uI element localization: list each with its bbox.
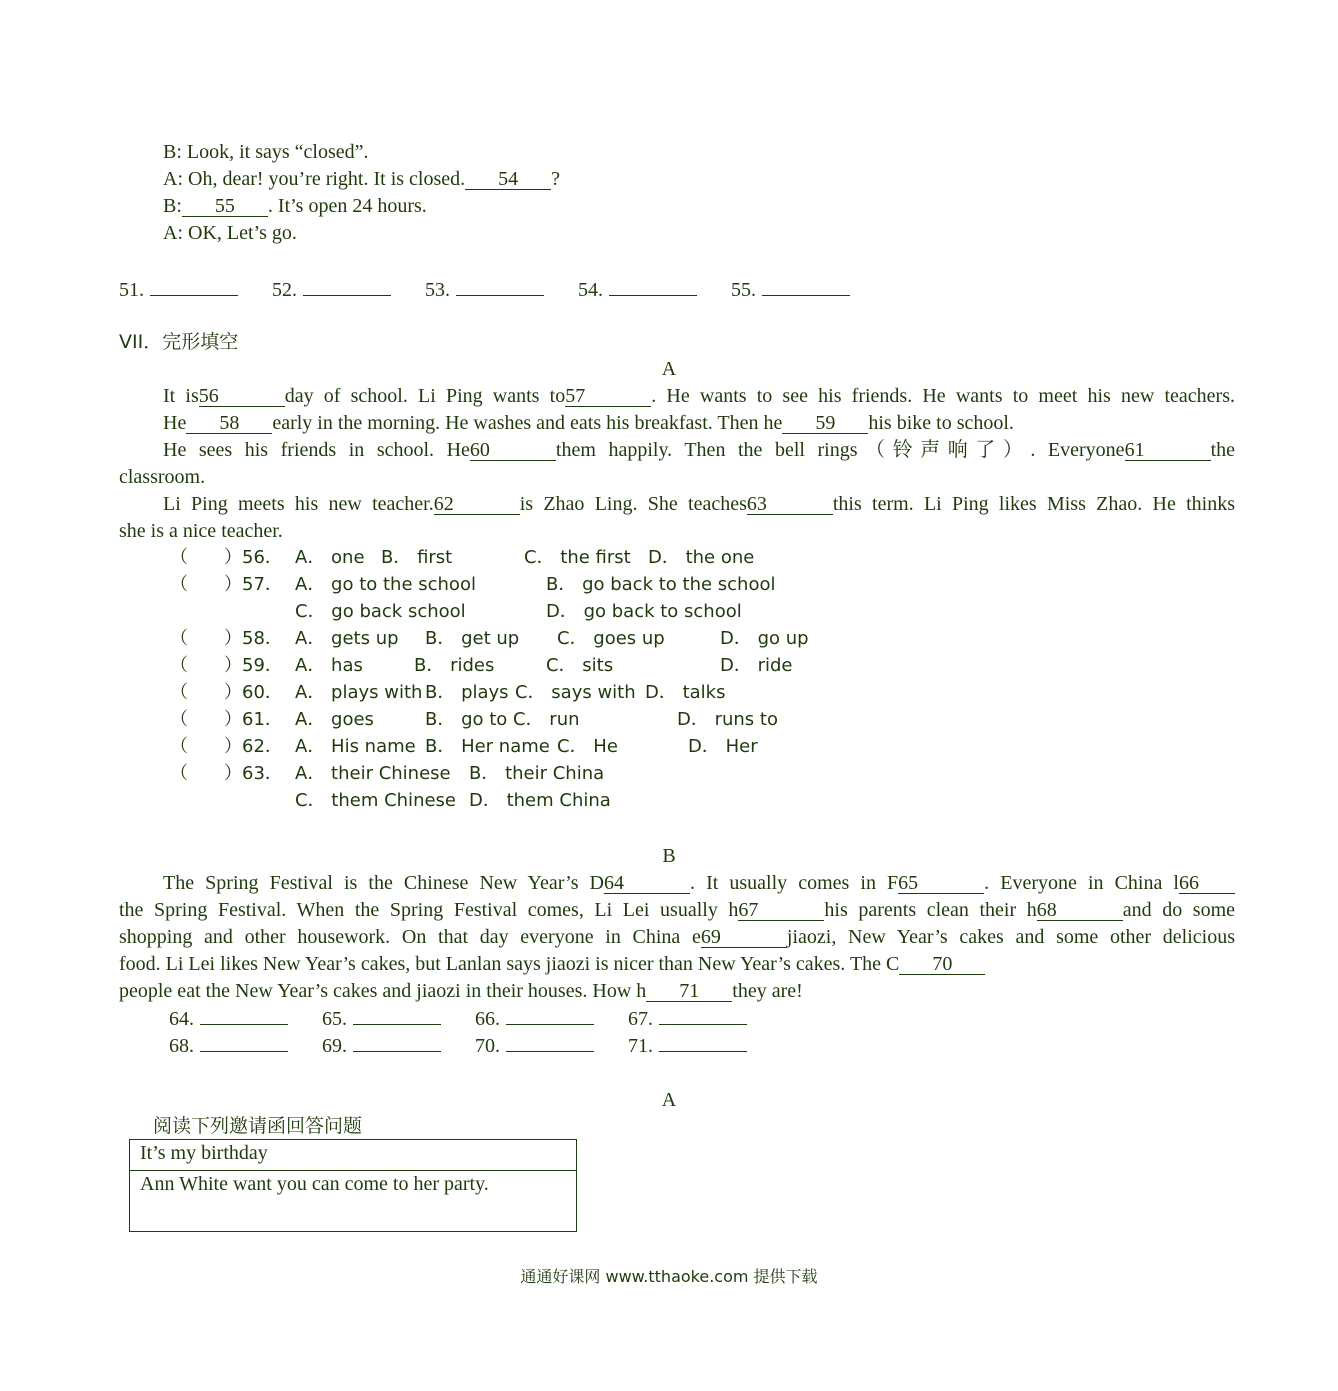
option-b[interactable]: B． Her name — [425, 736, 550, 757]
option-b[interactable]: B． go to — [425, 709, 508, 730]
option-c[interactable]: C． run — [513, 709, 580, 730]
option-d[interactable]: D． ride — [720, 655, 793, 676]
footer: 通通好课网 www.tthaoke.com 提供下载 — [520, 1267, 818, 1286]
blank-58[interactable]: 58 — [186, 413, 272, 434]
option-b[interactable]: B． first — [381, 547, 453, 568]
blank-64[interactable]: 64 — [604, 873, 690, 894]
reading-instruction: 阅读下列邀请函回答问题 — [153, 1115, 363, 1137]
option-a[interactable]: A． go to the school — [295, 574, 476, 595]
option-b[interactable]: B． get up — [425, 628, 520, 649]
option-c[interactable]: C． goes up — [557, 628, 665, 649]
blank-61[interactable]: 61 — [1125, 440, 1211, 461]
dialogue-line-1: B: Look, it says “closed”. — [163, 141, 369, 163]
section-title: VII．完形填空 — [119, 331, 239, 353]
blank-59[interactable]: 59 — [782, 413, 868, 434]
passage-a-p4: Li Ping meets his new teacher.62 is Zhao Ling. She teaches63 this term. Li Ping likes Miss Zhao. He thinks — [163, 493, 1235, 515]
answer-70[interactable]: 70. — [475, 1033, 594, 1058]
option-b[interactable]: B． rides — [414, 655, 495, 676]
option-c[interactable]: C． says with — [515, 682, 636, 703]
answer-71[interactable]: 71. — [628, 1033, 747, 1058]
option-a[interactable]: A． their Chinese — [295, 763, 451, 784]
option-c[interactable]: C． sits — [546, 655, 614, 676]
answer-65[interactable]: 65. — [322, 1006, 441, 1031]
option-d[interactable]: D． Her — [688, 736, 758, 757]
option-d[interactable]: D． runs to — [677, 709, 778, 730]
passage-a-p4-cont: she is a nice teacher. — [119, 520, 283, 542]
passage-a-p1: It is56 day of school. Li Ping wants to57 . He wants to see his friends. He wants to meet his new teachers. — [163, 385, 1235, 407]
option-c[interactable]: C． them Chinese — [295, 790, 456, 811]
option-a[interactable]: A． gets up — [295, 628, 399, 649]
blank-66[interactable]: 66 — [1179, 873, 1235, 894]
option-a[interactable]: A． plays with — [295, 682, 423, 703]
answer-64[interactable]: 64. — [169, 1006, 288, 1031]
blank-67[interactable]: 67 — [738, 900, 824, 921]
blank-63[interactable]: 63 — [747, 494, 833, 515]
option-c[interactable]: C． the first — [524, 547, 631, 568]
blank-54[interactable]: 54 — [465, 169, 551, 190]
invitation-title: It’s my birthday — [130, 1140, 577, 1171]
passage-b-line-3: shopping and other housework. On that day everyone in China e69 jiaozi, New Year’s cakes and some other delicious — [119, 926, 1235, 948]
answer-54[interactable]: 54. — [578, 277, 697, 302]
passage-a-heading: A — [661, 358, 677, 380]
blank-71[interactable]: 71 — [646, 981, 732, 1002]
option-b[interactable]: B． plays — [425, 682, 509, 703]
blank-70[interactable]: 70 — [899, 954, 985, 975]
invitation-body: Ann White want you can come to her party. — [130, 1171, 577, 1232]
blank-65[interactable]: 65 — [898, 873, 984, 894]
option-a[interactable]: A． goes — [295, 709, 374, 730]
passage-a-p3-cont: classroom. — [119, 466, 206, 488]
passage-b-line-5: people eat the New Year’s cakes and jiaozi in their houses. How h 71 they are! — [119, 980, 803, 1002]
option-d[interactable]: D． go up — [720, 628, 809, 649]
blank-69[interactable]: 69 — [701, 927, 787, 948]
answer-53[interactable]: 53. — [425, 277, 544, 302]
answer-66[interactable]: 66. — [475, 1006, 594, 1031]
blank-68[interactable]: 68 — [1037, 900, 1123, 921]
option-d[interactable]: D． go back to school — [546, 601, 742, 622]
option-d[interactable]: D． them China — [469, 790, 611, 811]
answer-51[interactable]: 51. — [119, 277, 238, 302]
dialogue-line-3: B: 55 . It’s open 24 hours. — [163, 195, 427, 217]
passage-b-line-2: the Spring Festival. When the Spring Festival comes, Li Lei usually h67 his parents clean their h68 and do some — [119, 899, 1236, 921]
option-d[interactable]: D． the one — [648, 547, 755, 568]
answer-69[interactable]: 69. — [322, 1033, 441, 1058]
dialogue-line-2: A: Oh, dear! you’re right. It is closed. 54 ? — [163, 168, 561, 190]
answer-52[interactable]: 52. — [272, 277, 391, 302]
blank-62[interactable]: 62 — [434, 494, 520, 515]
answer-55[interactable]: 55. — [731, 277, 850, 302]
answer-68[interactable]: 68. — [169, 1033, 288, 1058]
option-c[interactable]: C． go back school — [295, 601, 466, 622]
passage-a-p3: He sees his friends in school. He60 them happily. Then the bell rings（铃声响了）. Everyone61 the — [163, 439, 1235, 461]
passage-b-line-4: food. Li Lei likes New Year’s cakes, but Lanlan says jiaozi is nicer than New Year’s cakes. The C 70 — [119, 951, 985, 977]
passage-b-line-1: The Spring Festival is the Chinese New Year’s D64 . It usually comes in F65 . Everyone in China l66 — [119, 870, 1235, 896]
blank-55[interactable]: 55 — [182, 196, 268, 217]
option-b[interactable]: B． their China — [469, 763, 605, 784]
option-a[interactable]: A． His name — [295, 736, 416, 757]
option-b[interactable]: B． go back to the school — [546, 574, 776, 595]
reading-heading: A — [661, 1089, 677, 1111]
option-c[interactable]: C． He — [557, 736, 618, 757]
passage-a-p2: He 58 early in the morning. He washes and eats his breakfast. Then he 59 his bike to school. — [163, 412, 1014, 434]
answer-67[interactable]: 67. — [628, 1006, 747, 1031]
option-a[interactable]: A． has — [295, 655, 363, 676]
option-d[interactable]: D． talks — [645, 682, 726, 703]
blank-57[interactable]: 57 — [565, 386, 651, 407]
passage-b-heading: B — [662, 845, 676, 867]
dialogue-line-4: A: OK, Let’s go. — [163, 222, 297, 244]
option-a[interactable]: A． one — [295, 547, 365, 568]
invitation-card — [129, 1139, 577, 1232]
blank-56[interactable]: 56 — [199, 386, 285, 407]
blank-60[interactable]: 60 — [470, 440, 556, 461]
